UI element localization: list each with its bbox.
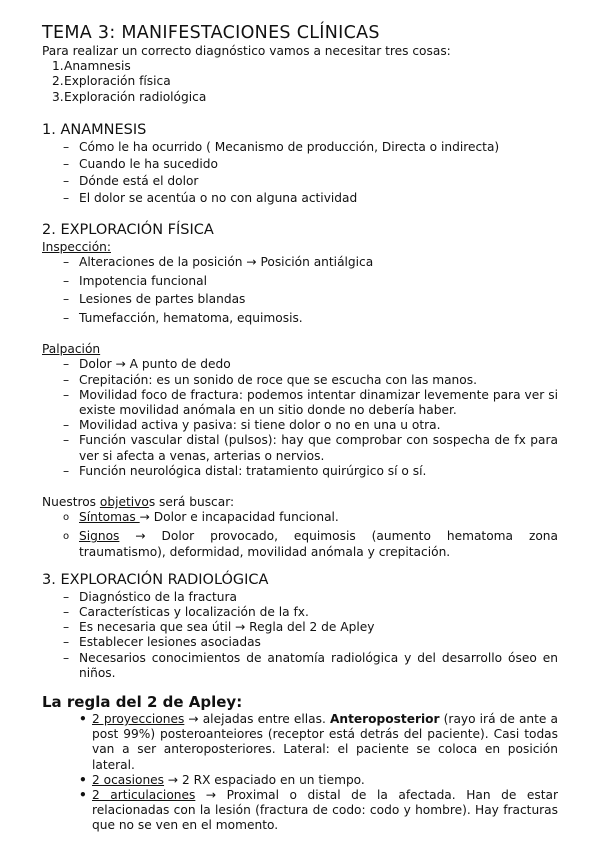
page-title: TEMA 3: MANIFESTACIONES CLÍNICAS [42,23,380,43]
section-heading-exploracion-fisica: 2. EXPLORACIÓN FÍSICA [42,221,214,238]
objetivos-intro: Nuestros objetivos será buscar: [42,494,235,509]
intro-list [42,59,558,105]
list-item: – Establecer lesiones asociadas [42,635,558,650]
section-heading-apley: La regla del 2 de Apley: [42,693,243,711]
section-heading-anamnesis: 1. ANAMNESIS [42,121,147,138]
list-item: – Función vascular distal (pulsos): hay que comprobar con sospecha de fx para ver si afecta a venas, arterias o nervios. [42,433,558,463]
subheading-inspeccion: Inspección: [42,239,111,254]
list-item: – Movilidad activa y pasiva: si tiene dolor o no en una u otra. [42,418,558,433]
list-item: – Cómo le ha ocurrido ( Mecanismo de producción, Directa o indirecta) [42,140,558,155]
list-item: – Características y localización de la fx. [42,605,558,620]
section-heading-exploracion-radiologica: 3. EXPLORACIÓN RADIOLÓGICA [42,571,269,588]
subheading-palpacion: Palpación [42,342,101,357]
list-item: • 2 ocasiones → 2 RX espaciado en un tiempo. [42,773,558,788]
list-item: 1. Anamnesis [52,59,131,74]
radiologica-list [42,590,558,681]
list-item: – Alteraciones de la posición → Posición antiálgica [42,255,558,270]
list-item: – El dolor se acentúa o no con alguna actividad [42,191,558,206]
list-item: – Necesarios conocimientos de anatomía radiológica y del desarrollo óseo en niños. [42,651,558,681]
list-item: – Dolor → A punto de dedo [42,357,558,372]
objetivos-list [42,510,558,560]
list-item: – Impotencia funcional [42,274,558,289]
list-item: 3. Exploración radiológica [52,89,207,104]
anamnesis-list [42,140,558,207]
inspeccion-list [42,255,558,326]
list-item: o Signos → Dolor provocado, equimosis (aumento hematoma zona traumatismo), deformidad, movilidad anómala y crepitación. [42,529,558,559]
list-item: – Diagnóstico de la fractura [42,590,558,605]
list-item: – Tumefacción, hematoma, equimosis. [42,311,558,326]
apley-list [42,712,558,834]
list-item: – Movilidad foco de fractura: podemos intentar dinamizar levemente para ver si existe movilidad anómala en un sitio donde no debería haber. [42,388,558,418]
list-item: o Síntomas → Dolor e incapacidad funcional. [42,510,558,525]
list-item: – Cuando le ha sucedido [42,157,558,172]
list-item: – Crepitación: es un sonido de roce que se escucha con las manos. [42,373,558,388]
list-item: – Función neurológica distal: tratamiento quirúrgico sí o sí. [42,464,558,479]
list-item: • 2 articulaciones → Proximal o distal de la afectada. Han de estar relacionadas con la lesión (fractura de codo: codo y hombre). Hay fracturas que no se ven en el momento. [42,788,558,834]
palpacion-list [42,357,558,479]
list-item: 2. Exploración física [52,74,171,89]
document-page [42,22,558,834]
intro-text: Para realizar un correcto diagnóstico vamos a necesitar tres cosas: [42,44,451,58]
list-item: – Dónde está el dolor [42,174,558,189]
list-item: • 2 proyecciones → alejadas entre ellas. Anteroposterior (rayo irá de ante a post 99%) posteroanteiores (receptor está detrás del paciente). Casi todas van a ser anteroposteriores. Lateral: el paciente se coloca en posición lateral. [42,712,558,773]
list-item: – Es necesaria que sea útil → Regla del 2 de Apley [42,620,558,635]
list-item: – Lesiones de partes blandas [42,292,558,307]
